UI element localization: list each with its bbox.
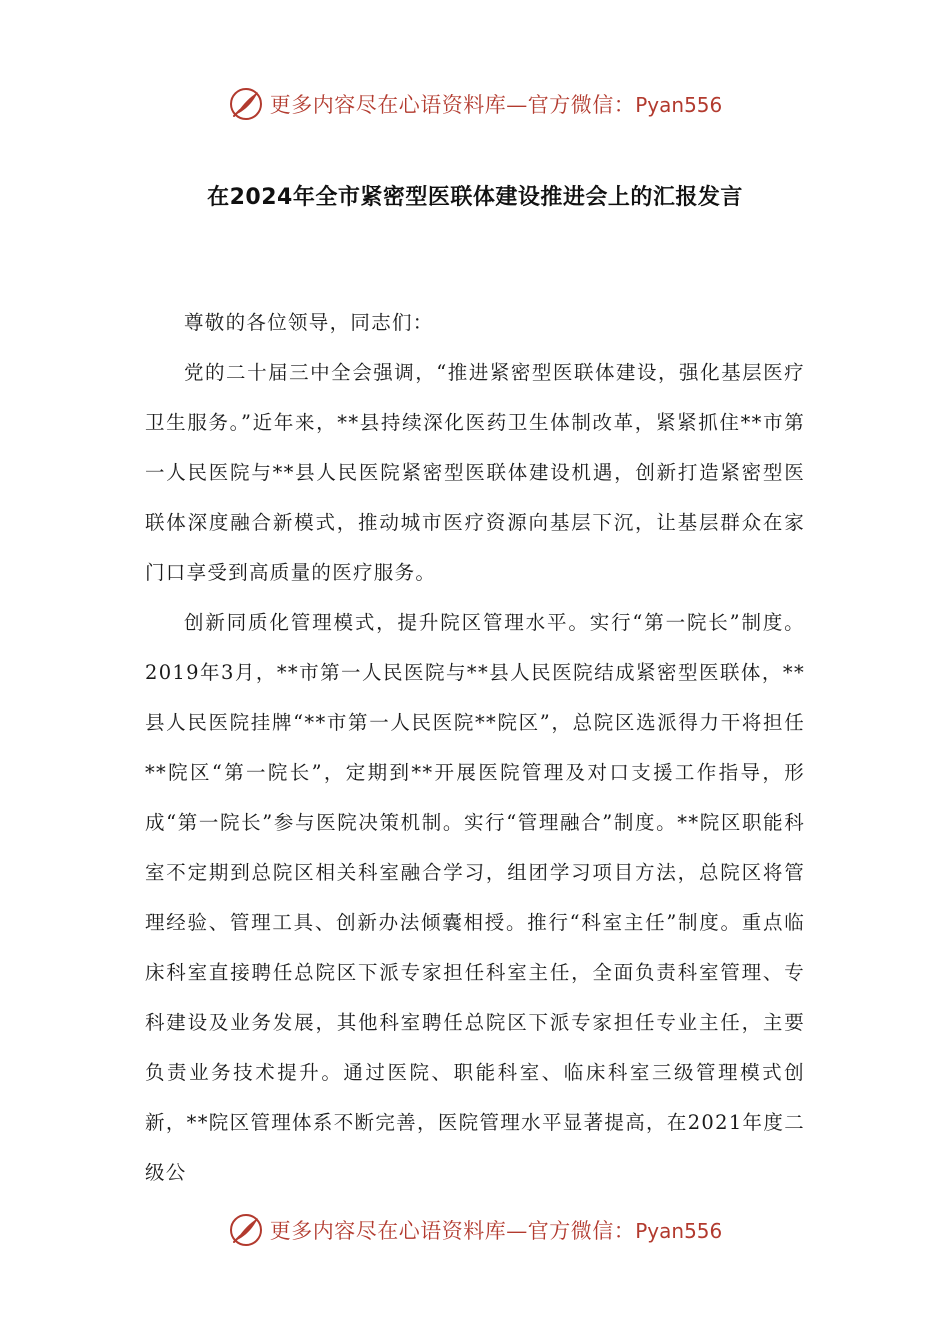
quill-pen-logo-icon — [228, 1212, 264, 1248]
salutation: 尊敬的各位领导，同志们： — [184, 311, 434, 334]
wechat-id: Pyan556 — [635, 93, 723, 117]
quill-pen-logo-icon — [228, 86, 264, 122]
wechat-id: Pyan556 — [635, 1219, 723, 1243]
watermark-text: 更多内容尽在心语资料库—官方微信：Pyan556 — [269, 1219, 723, 1243]
header-watermark — [0, 84, 950, 124]
document-title: 在2024年全市紧密型医联体建设推进会上的汇报发言 — [207, 185, 743, 210]
document-body — [145, 298, 805, 1198]
paragraph-intro: 党的二十届三中全会强调，“推进紧密型医联体建设，强化基层医疗卫生服务。”近年来，**县持续深化医药卫生体制改革，紧紧抓住**市第一人民医院与**县人民医院紧密型医联体建设机遇，创新打造紧密型医联体深度融合新模式，推动城市医疗资源向基层下沉，让基层群众在家门口享受到高质量的医疗服务。 — [145, 361, 805, 584]
paragraph-management: 创新同质化管理模式，提升院区管理水平。实行“第一院长”制度。2019年3月，**市第一人民医院与**县人民医院结成紧密型医联体，**县人民医院挂牌“**市第一人民医院**院区”，总院区选派得力干将担任**院区“第一院长”，定期到**开展医院管理及对口支援工作指导，形成“第一院长”参与医院决策机制。实行“管理融合”制度。**院区职能科室不定期到总院区相关科室融合学习，组团学习项目方法，总院区将管理经验、管理工具、创新办法倾囊相授。推行“科室主任”制度。重点临床科室直接聘任总院区下派专家担任科室主任，全面负责科室管理、专科建设及业务发展，其他科室聘任总院区下派专家担任专业主任，主要负责业务技术提升。通过医院、职能科室、临床科室三级管理模式创新，**院区管理体系不断完善，医院管理水平显著提高，在2021年度二级公 — [145, 611, 805, 1184]
watermark-text: 更多内容尽在心语资料库—官方微信：Pyan556 — [269, 93, 723, 117]
footer-watermark — [0, 1210, 950, 1250]
